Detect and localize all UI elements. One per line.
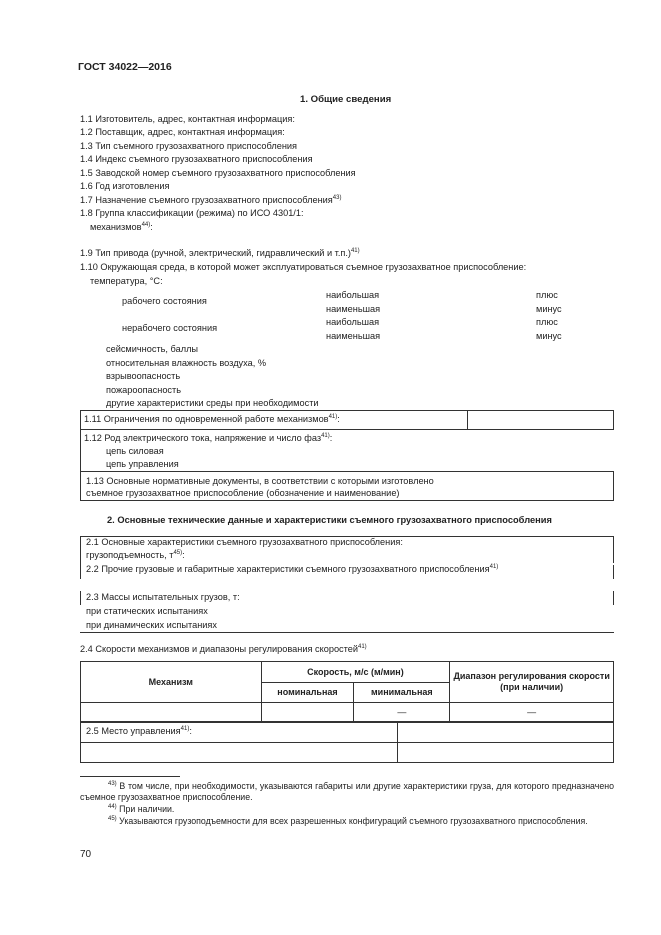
item-1-11: 1.11 Ограничения по одновременной работе механизмов$^{41)}$: (84, 413, 340, 424)
item-2-5: 2.5 Место управления$^{41)}$: (86, 725, 192, 736)
section-1-title: 1. Общие сведения (300, 94, 392, 105)
range-dash-cell: — (450, 703, 614, 723)
item-1-1: 1.1 Изготовитель, адрес, контактная информация: (80, 114, 295, 124)
item-1-13-line2: съемное грузозахватное приспособление (обозначение и наименование) (86, 488, 400, 498)
item-1-10: 1.10 Окружающая среда, в которой может эксплуатироваться съемное грузозахватное приспособление: (80, 262, 527, 272)
item-1-5: 1.5 Заводской номер съемного грузозахватного приспособления (80, 168, 356, 178)
table-row (81, 703, 614, 723)
nonworking-minus-label: минус (536, 331, 562, 341)
static-test-label: при статических испытаниях (86, 606, 208, 616)
page-number: 70 (80, 849, 92, 860)
item-2-1: 2.1 Основные характеристики съемного грузозахватного приспособления: (86, 537, 403, 547)
item-2-2-right-border (613, 565, 614, 579)
working-max-label: наибольшая (326, 290, 380, 300)
col-range-header: Диапазон регулирования скорости (при наличии) (450, 662, 614, 703)
working-min-label: наименьшая (326, 304, 381, 314)
dynamic-test-label: при динамических испытаниях (86, 620, 217, 630)
item-2-2: 2.2 Прочие грузовые и габаритные характеристики съемного грузозахватного приспособления$^{41)}$ (86, 563, 499, 574)
section-2-title: 2. Основные технические данные и характеристики съемного грузозахватного приспособления (107, 515, 552, 525)
mechanism-cell[interactable] (81, 703, 262, 723)
minimal-dash-cell: — (354, 703, 450, 723)
item-1-8-mechanisms: механизмов$^{44)}$: (90, 221, 153, 232)
col-mechanism-header: Механизм (81, 662, 262, 703)
seismic-label: сейсмичность, баллы (106, 344, 199, 354)
item-2-3-bottom-line (80, 632, 614, 633)
speeds-table (80, 661, 614, 723)
item-1-9: 1.9 Тип привода (ручной, электрический, гидравлический и т.п.)$^{41)}$ (80, 247, 360, 258)
item-1-8: 1.8 Группа классификации (режима) по ИСО 4301/1: (80, 208, 304, 218)
footnote-separator (80, 776, 180, 777)
item-2-3: 2.3 Массы испытательных грузов, т: (86, 592, 240, 602)
item-1-12-left-border (80, 430, 81, 471)
col-speed-header: Скорость, м/с (м/мин) (261, 662, 450, 683)
other-characteristics-label: другие характеристики среды при необходимости (106, 398, 319, 408)
power-circuit-label: цепь силовая (106, 446, 164, 456)
explosion-label: взрывоопасность (106, 371, 181, 381)
col-nominal-header: номинальная (261, 683, 354, 703)
nonworking-max-label: наибольшая (326, 317, 380, 327)
item-1-6: 1.6 Год изготовления (80, 181, 170, 191)
col-minimal-header: минимальная (354, 683, 450, 703)
working-plus-label: плюс (536, 290, 558, 300)
control-circuit-label: цепь управления (106, 459, 179, 469)
item-2-left-border (80, 549, 81, 579)
nonworking-plus-label: плюс (536, 317, 558, 327)
item-1-4: 1.4 Индекс съемного грузозахватного приспособления (80, 154, 313, 164)
humidity-label: относительная влажность воздуха, % (106, 358, 267, 368)
capacity-label: грузоподъемность, $т^{45)}$: (86, 549, 185, 560)
standard-header: ГОСТ 34022—2016 (78, 61, 172, 73)
item-1-13-line1: 1.13 Основные нормативные документы, в соответствии с которыми изготовлено (86, 476, 434, 486)
footnote-43: $^{43)}$ В том числе, при необходимости, указываются габариты или другие характеристики груза, для которого предназначено съемное грузозахватное приспособление. (80, 781, 614, 803)
nonworking-state-label: нерабочего состояния (122, 323, 218, 333)
item-2-5-row-line (80, 742, 614, 743)
footnote-45: $^{45)}$ Указываются грузоподъемности для всех разрешенных конфигураций съемного грузозахватного приспособления. (108, 816, 588, 826)
working-state-label: рабочего состояния (122, 296, 207, 306)
nonworking-min-label: наименьшая (326, 331, 381, 341)
item-1-3: 1.3 Тип съемного грузозахватного приспособления (80, 141, 298, 151)
footnote-44: $^{44)}$ При наличии. (108, 804, 175, 814)
nominal-cell[interactable] (261, 703, 354, 723)
working-minus-label: минус (536, 304, 562, 314)
item-2-right-border (613, 549, 614, 563)
temperature-label: температура, °С: (90, 276, 163, 286)
item-2-4: 2.4 Скорости механизмов и диапазоны регулирования скоростей$^{41)}$ (80, 643, 367, 654)
item-1-12: 1.12 Род электрического тока, напряжение и число фаз$^{41)}$: (84, 432, 333, 443)
item-1-7: 1.7 Назначение съемного грузозахватного приспособления$^{43)}$ (80, 194, 342, 205)
item-2-3-right-border (613, 591, 614, 605)
fire-label: пожароопасность (106, 385, 182, 395)
item-1-2: 1.2 Поставщик, адрес, контактная информация: (80, 127, 285, 137)
item-1-11-divider (467, 410, 468, 430)
item-2-3-left-border (80, 591, 81, 605)
